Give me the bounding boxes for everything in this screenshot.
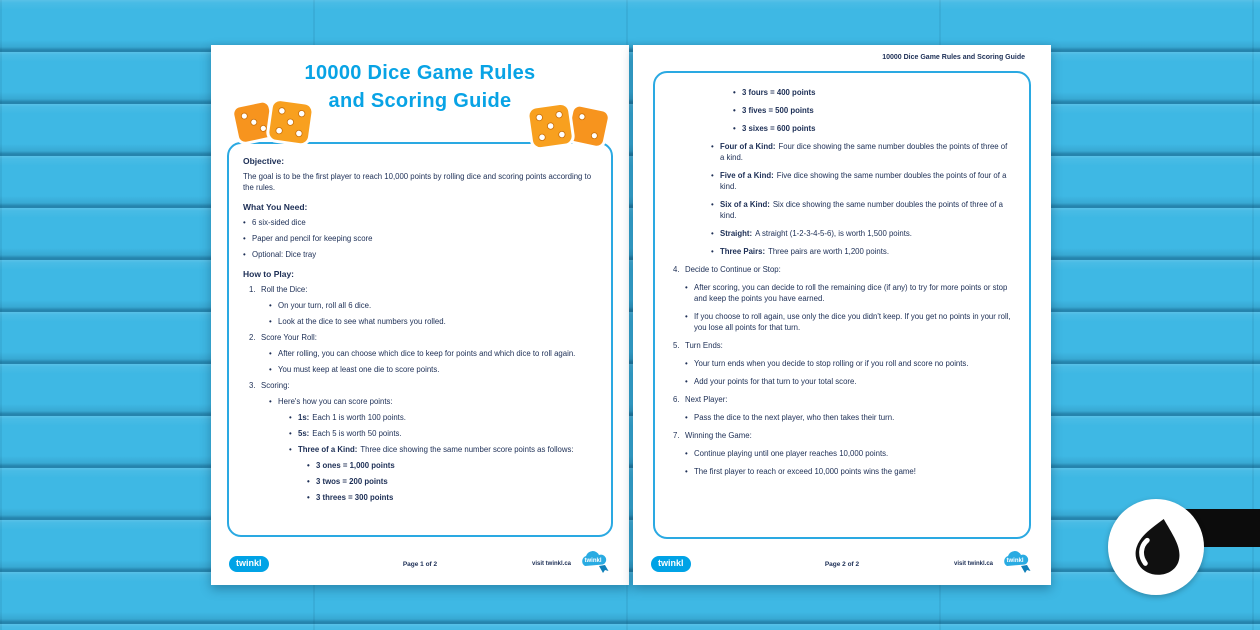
bullet-marker [289, 444, 298, 455]
bullet-marker [243, 233, 252, 244]
title-line-1: 10000 Dice Game Rules [304, 62, 536, 84]
combo-label: Six of a Kind: [720, 200, 770, 209]
bullet-marker [243, 217, 252, 228]
numbered-item: 5. Turn Ends: [673, 341, 723, 350]
list-item: • 3 fives = 500 points [671, 105, 1013, 116]
bullet-marker [711, 246, 720, 257]
objective-text: The goal is to be the first player to reach 10,000 points by rolling dice and scoring points according to the rules. [243, 172, 592, 192]
combo-label: Five of a Kind: [720, 171, 774, 180]
numbered-item: 6. Next Player: [673, 395, 728, 404]
list-number: 1. [249, 285, 256, 294]
numbered-item: 3. Scoring: [249, 381, 290, 390]
page-footer [227, 551, 613, 575]
list-item: • Add your points for that turn to your total score. [671, 376, 1013, 387]
objective-heading: Objective: [243, 156, 285, 166]
numbered-item: 2. Score Your Roll: [249, 333, 317, 342]
numbered-item: 7. Winning the Game: [673, 431, 752, 440]
score-label: 1s: [298, 413, 310, 422]
bullet-marker [685, 466, 694, 477]
twinkl-logo: twinkl [229, 556, 269, 572]
bullet-marker [289, 412, 298, 423]
list-number: 7. [673, 431, 680, 440]
bullet-marker [685, 376, 694, 387]
list-item: • 3 ones = 1,000 points [243, 460, 597, 471]
visit-link[interactable]: visit twinkl.ca [953, 561, 993, 567]
list-item [671, 246, 1013, 257]
list-number: 2. [249, 333, 256, 342]
list-item [243, 444, 597, 455]
list-item: • 6 six-sided dice [243, 217, 597, 228]
bullet-marker [711, 141, 720, 163]
list-number: 3. [249, 381, 256, 390]
bullet-marker [685, 311, 694, 333]
cloud-brand-text: twinkl [1006, 558, 1024, 564]
numbered-item: 1. Roll the Dice: [249, 285, 308, 294]
bullet-marker [685, 448, 694, 459]
cloud-brand-text: twinkl [584, 558, 602, 564]
page-number: Page 1 of 2 [402, 561, 438, 568]
list-item [671, 199, 1013, 221]
list-item: • Continue playing until one player reaches 10,000 points. [671, 448, 1013, 459]
dice-icon-right [525, 91, 613, 157]
bullet-marker [269, 300, 278, 311]
combo-label: Straight: [720, 229, 753, 238]
combo-label: Four of a Kind: [720, 142, 776, 151]
bullet-marker [269, 348, 278, 359]
what-you-need-heading: What You Need: [243, 202, 308, 212]
list-item: • After rolling, you can choose which dice to keep for points and which dice to roll again. [243, 348, 597, 359]
content-frame-page2 [653, 71, 1031, 539]
bullet-marker [733, 87, 742, 98]
bullet-marker [685, 358, 694, 369]
document-page-1 [211, 45, 629, 585]
combo-text: Five dice showing the same number doubles the points of four of a kind. [720, 171, 1007, 191]
how-to-play-heading: How to Play: [243, 269, 295, 279]
bullet-marker [307, 460, 316, 471]
bullet-marker [711, 199, 720, 221]
list-item [671, 228, 1013, 239]
list-number: 5. [673, 341, 680, 350]
score-label: Three of a Kind: [298, 445, 358, 454]
list-number: 4. [673, 265, 680, 274]
bullet-marker [733, 105, 742, 116]
list-item [671, 141, 1013, 163]
score-label: 5s: [298, 429, 310, 438]
list-item: • After scoring, you can decide to roll the remaining dice (if any) to try for more points or stop and keep the points you have earned. [671, 282, 1013, 304]
bullet-marker [269, 364, 278, 375]
combo-text: Six dice showing the same number doubles the points of three of a kind. [720, 200, 1003, 220]
running-header: 10000 Dice Game Rules and Scoring Guide [882, 54, 1025, 61]
bullet-marker [243, 249, 252, 260]
list-item: • Your turn ends when you decide to stop rolling or if you roll and score no points. [671, 358, 1013, 369]
list-item: • If you choose to roll again, use only the dice you didn't keep. If you get no points in your roll, you lose all points for that turn. [671, 311, 1013, 333]
list-item [243, 412, 597, 423]
page-number: Page 2 of 2 [824, 561, 860, 568]
bullet-marker [733, 123, 742, 134]
combo-text: Three pairs are worth 1,200 points. [768, 247, 889, 256]
score-text: Three dice showing the same number score points as follows: [360, 445, 574, 454]
list-item: • 3 fours = 400 points [671, 87, 1013, 98]
bullet-marker [307, 476, 316, 487]
dice-icon-left [227, 87, 315, 153]
watermark-badge [1108, 499, 1204, 595]
bullet-marker [269, 396, 278, 407]
list-item: • Optional: Dice tray [243, 249, 597, 260]
combo-label: Three Pairs: [720, 247, 766, 256]
list-item: • Here's how you can score points: [243, 396, 597, 407]
list-item: • Look at the dice to see what numbers you rolled. [243, 316, 597, 327]
list-item [671, 170, 1013, 192]
list-item: • 3 twos = 200 points [243, 476, 597, 487]
bullet-marker [269, 316, 278, 327]
score-text: Each 5 is worth 50 points. [312, 429, 402, 438]
list-item: • 3 sixes = 600 points [671, 123, 1013, 134]
list-item: • You must keep at least one die to score points. [243, 364, 597, 375]
list-item: • The first player to reach or exceed 10,000 points wins the game! [671, 466, 1013, 477]
document-page-2 [633, 45, 1051, 585]
bullet-marker [685, 412, 694, 423]
bullet-marker [711, 170, 720, 192]
twinkl-cloud-logo [999, 551, 1035, 575]
twinkl-cloud-logo [577, 551, 613, 575]
bullet-marker [711, 228, 720, 239]
combo-text: A straight (1-2-3-4-5-6), is worth 1,500 points. [755, 229, 912, 238]
score-text: Each 1 is worth 100 points. [312, 413, 406, 422]
list-number: 6. [673, 395, 680, 404]
list-item: • On your turn, roll all 6 dice. [243, 300, 597, 311]
bullet-marker [307, 492, 316, 503]
twinkl-logo: twinkl [651, 556, 691, 572]
list-item: • Pass the dice to the next player, who then takes their turn. [671, 412, 1013, 423]
bullet-marker [685, 282, 694, 304]
content-frame-page1 [227, 142, 613, 537]
bullet-marker [289, 428, 298, 439]
ink-drop-icon [1127, 515, 1185, 579]
title-line-2: and Scoring Guide [328, 90, 512, 112]
list-item [243, 428, 597, 439]
list-item: • 3 threes = 300 points [243, 492, 597, 503]
numbered-item: 4. Decide to Continue or Stop: [673, 265, 781, 274]
page-footer [649, 551, 1035, 575]
visit-link[interactable]: visit twinkl.ca [531, 561, 571, 567]
combo-text: Four dice showing the same number doubles the points of three of a kind. [720, 142, 1008, 162]
list-item: • Paper and pencil for keeping score [243, 233, 597, 244]
